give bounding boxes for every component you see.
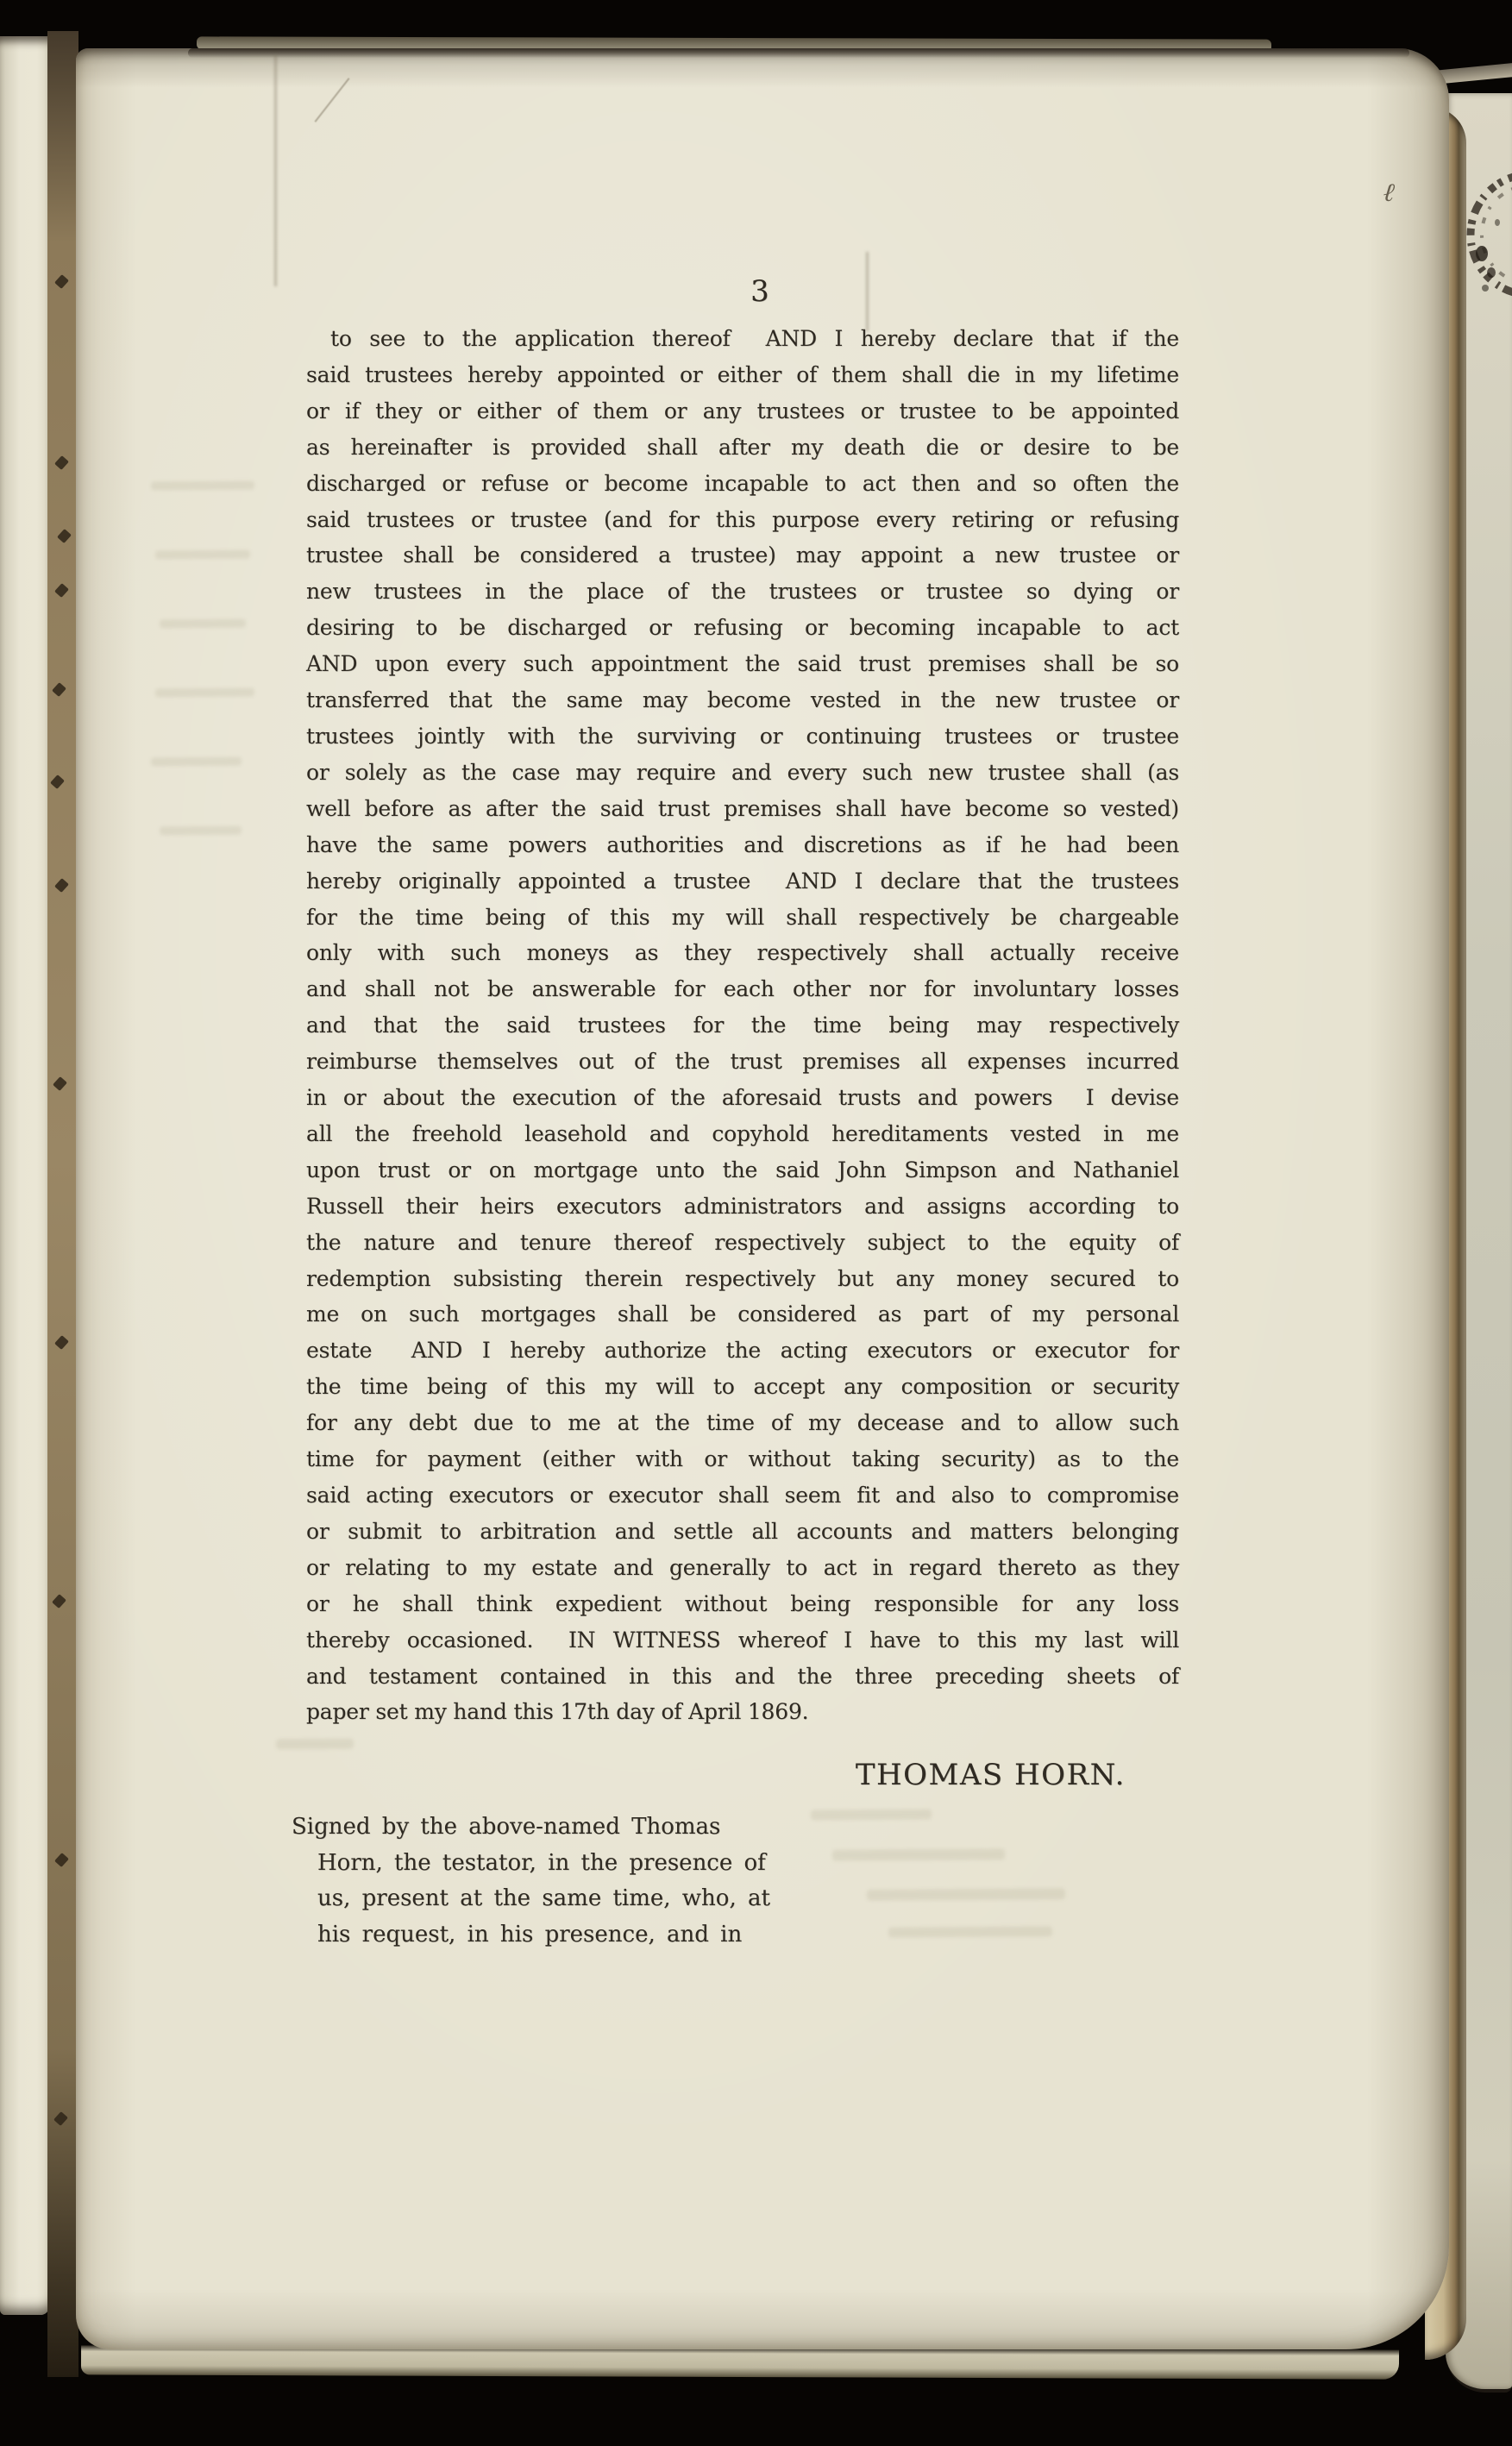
text-line: desiring to be discharged or refusing or becoming incapable to act bbox=[306, 615, 1179, 641]
text-line: or relating to my estate and generally to act in regard thereto as they bbox=[306, 1554, 1179, 1580]
testator-signature: THOMAS HORN. bbox=[855, 1758, 1126, 1792]
show-through-mark bbox=[151, 481, 254, 491]
text-line: time for payment (either with or without taking security) as to the bbox=[306, 1446, 1179, 1472]
text-line: us, present at the same time, who, at bbox=[317, 1885, 770, 1912]
stitch-hole bbox=[50, 775, 65, 789]
stitch-hole bbox=[54, 878, 69, 893]
text-line: said trustees or trustee (and for this purpose every retiring or refusing bbox=[306, 506, 1179, 532]
stitch-hole bbox=[57, 529, 72, 543]
crease-mark bbox=[274, 55, 277, 286]
text-line: for any debt due to me at the time of my decease and to allow such bbox=[306, 1410, 1179, 1436]
pen-mark: ℓ bbox=[1382, 177, 1396, 209]
stitch-hole bbox=[54, 455, 69, 470]
text-line: Horn, the testator, in the presence of bbox=[317, 1849, 766, 1876]
text-line: Signed by the above-named Thomas bbox=[292, 1814, 721, 1840]
text-line: or submit to arbitration and settle all accounts and matters belonging bbox=[306, 1518, 1179, 1544]
show-through-mark bbox=[155, 688, 254, 698]
text-line: have the same powers authorities and discretions as if he had been bbox=[306, 831, 1179, 857]
text-line: discharged or refuse or become incapable to act then and so often the bbox=[306, 470, 1179, 496]
document-page bbox=[76, 48, 1449, 2349]
stitch-hole bbox=[54, 1335, 69, 1350]
text-line: reimburse themselves out of the trust premises all expenses incurred bbox=[306, 1049, 1179, 1075]
text-line: estate AND I hereby authorize the acting executors or executor for bbox=[306, 1338, 1179, 1364]
text-line: upon trust or on mortgage unto the said John Simpson and Nathaniel bbox=[306, 1157, 1179, 1182]
text-line: well before as after the said trust premises shall have become so vested) bbox=[306, 795, 1179, 821]
stitch-hole bbox=[54, 274, 69, 289]
text-line: and shall not be answerable for each other nor for involuntary losses bbox=[306, 976, 1179, 1002]
text-line: the time being of this my will to accept any composition or security bbox=[306, 1374, 1179, 1400]
stitch-hole bbox=[52, 1594, 66, 1609]
show-through-mark bbox=[888, 1926, 1052, 1937]
text-line: thereby occasioned. IN WITNESS whereof I have to this my last will bbox=[306, 1627, 1179, 1653]
text-line: and that the said trustees for the time being may respectively bbox=[306, 1013, 1179, 1038]
stitch-hole bbox=[53, 1076, 67, 1091]
text-line: or he shall think expedient without being responsible for any loss bbox=[306, 1590, 1179, 1616]
show-through-mark bbox=[160, 619, 246, 629]
text-line: paper set my hand this 17th day of April 1869. bbox=[306, 1699, 809, 1725]
ink-stamp bbox=[1465, 171, 1512, 309]
text-line: redemption subsisting therein respectively but any money secured to bbox=[306, 1265, 1179, 1291]
text-line: his request, in his presence, and in bbox=[317, 1921, 743, 1947]
attestation-clause bbox=[292, 1809, 861, 1953]
text-line: for the time being of this my will shall respectively be chargeable bbox=[306, 904, 1179, 930]
text-line: or if they or either of them or any trustees or trustee to be appointed bbox=[306, 398, 1179, 423]
facing-page-edge bbox=[0, 36, 49, 2315]
text-line: AND upon every such appointment the said trust premises shall be so bbox=[306, 651, 1179, 677]
stitch-hole bbox=[54, 583, 69, 598]
text-line: only with such moneys as they respectively shall actually receive bbox=[306, 940, 1179, 966]
stitch-hole bbox=[54, 1853, 69, 1867]
page-number: 3 bbox=[750, 274, 769, 309]
will-body-text bbox=[306, 321, 1179, 1730]
text-line: or solely as the case may require and every such new trustee shall (as bbox=[306, 759, 1179, 785]
text-line: to see to the application thereof AND I hereby declare that if the bbox=[330, 326, 1179, 351]
text-line: transferred that the same may become vested in the new trustee or bbox=[306, 687, 1179, 713]
page-bottom-edge bbox=[81, 2345, 1399, 2379]
text-line: the nature and tenure thereof respectively subject to the equity of bbox=[306, 1229, 1179, 1255]
show-through-mark bbox=[160, 826, 242, 836]
show-through-mark bbox=[811, 1809, 932, 1821]
stitch-hole bbox=[52, 682, 66, 697]
stitch-hole bbox=[53, 2111, 68, 2126]
show-through-mark bbox=[276, 1739, 354, 1750]
text-line: new trustees in the place of the trustees or trustee so dying or bbox=[306, 579, 1179, 605]
text-line: in or about the execution of the aforesaid trusts and powers I devise bbox=[306, 1085, 1179, 1111]
text-line: said acting executors or executor shall seem fit and also to compromise bbox=[306, 1483, 1179, 1508]
text-line: and testament contained in this and the three preceding sheets of bbox=[306, 1663, 1179, 1689]
page-top-darkened-edge bbox=[188, 48, 1409, 58]
text-line: trustee shall be considered a trustee) may appoint a new trustee or bbox=[306, 543, 1179, 568]
text-line: all the freehold leasehold and copyhold hereditaments vested in me bbox=[306, 1120, 1179, 1146]
show-through-mark bbox=[867, 1888, 1065, 1901]
binding-gutter bbox=[47, 31, 78, 2377]
text-line: as hereinafter is provided shall after my death die or desire to be bbox=[306, 434, 1179, 460]
text-line: Russell their heirs executors administrators and assigns according to bbox=[306, 1193, 1179, 1219]
text-line: hereby originally appointed a trustee AND I declare that the trustees bbox=[306, 868, 1179, 894]
show-through-mark bbox=[155, 550, 250, 560]
text-line: said trustees hereby appointed or either of them shall die in my lifetime bbox=[306, 361, 1179, 387]
crease-mark bbox=[866, 252, 869, 331]
text-line: me on such mortgages shall be considered as part of my personal bbox=[306, 1301, 1179, 1327]
text-line: trustees jointly with the surviving or continuing trustees or trustee bbox=[306, 723, 1179, 749]
show-through-mark bbox=[832, 1848, 1005, 1860]
show-through-mark bbox=[151, 757, 242, 767]
scratch-mark bbox=[315, 78, 350, 122]
